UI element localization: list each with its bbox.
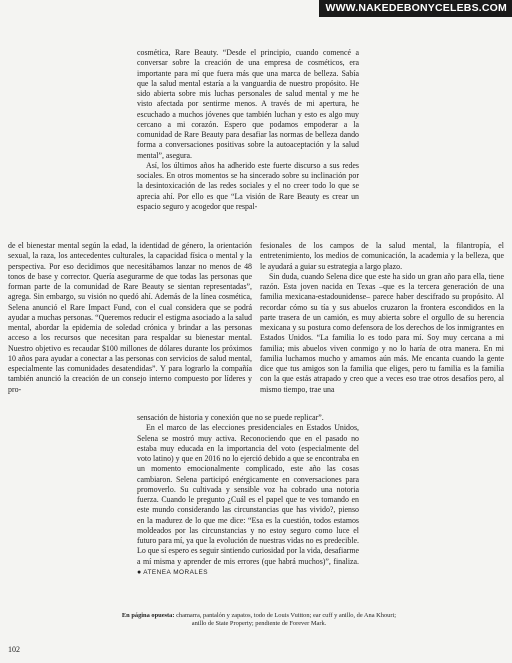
paragraph: sensación de historia y conexión que no se puede replicar”. <box>137 413 324 422</box>
article-column-right <box>260 241 504 395</box>
article-column-top <box>137 48 359 212</box>
paragraph <box>137 423 359 578</box>
paragraph: Así, los últimos años ha adherido este fuerte discurso a sus redes sociales. En otros momentos se ha sincerado sobre su inclinación por la desintoxicación de las redes sociales y el no creer todo lo que se aprecia ahí. Por ello es que “La visión de Rare Beauty es crear un espacio seguro y acogedor que respal- <box>137 160 359 211</box>
author-byline: ATENEA MORALES <box>143 568 208 576</box>
caption-text: chamarra, pantalón y zapatos, todo de Louis Vuitton; ear cuff y anillo, de Ana Khouri; anillo de State Property; pendiente de Forever Mark. <box>174 612 397 628</box>
paragraph-text: En el marco de las elecciones presidenciales en Estados Unidos, Selena se mostró muy activa. Reconociendo que en el pasado no estaba muy educada en la importancia del voto (especialmente del voto latino) y que en 2016 no lo ejerció debido a que se encontraba en un momento emocionalmente complicado, este año las cosas cambiaron. Selena participó enérgicamente en conversaciones para promoverlo. Su cultivada y sensible voz ha cobrado una notoria fuerza. Cuando le pregunto ¿Cuál es el papel que te ves tomando en este mundo considerando las circunstancias que has vivido?, pienso en la madurez de lo que me dice: “Esa es la cuestión, todos estamos moldeados por las circunstancias y no estoy seguro como luce el futuro para mí, ya que la evolución de nuestras vidas no es predecible. Lo que sí espero es seguir sintiendo curiosidad por la vida, desafiarme a mí misma y aprender de mis errores (que habrá muchos)”, finaliza. <box>137 423 359 566</box>
caption-label: En página opuesta: <box>121 612 175 619</box>
byline-bullet-icon: ● <box>137 567 142 576</box>
paragraph: Sin duda, cuando Selena dice que este ha sido un gran año para ella, tiene razón. Esta joven nacida en Texas –que es la tercera generación de una familia mexicana-estadounidense– parece haber descifrado su propósito. Al recordar cómo su tía y sus abuelos cruzaron la frontera escondidos en la parte trasera de un camión, es muy abierta sobre el orgullo de su herencia mexicana y su postura como defensora de los derechos de los inmigrantes en Estados Unidos. “La familia lo es todo para mí. Soy muy cercana a mi familia; mis abuelos viven conmigo y no lo haría de otra manera. En mi familia luchamos mucho y amamos aún más. Me encanta cuando la gente dice que tus amigos son la familia que eliges, pero tu familia es la familia con la que estás atrapado y creo que a veces eso trae otros desafíos pero, al mismo tiempo, trae una <box>260 271 504 394</box>
site-watermark: WWW.NAKEDEBONYCELEBS.COM <box>319 0 512 17</box>
page-number: 102 <box>8 645 20 654</box>
article-column-left <box>8 241 252 395</box>
photo-caption <box>119 612 399 628</box>
paragraph: cosmética, Rare Beauty. “Desde el principio, cuando comencé a conversar sobre la creación de una empresa de cosméticos, era importante para mí que fuera más que una marca de belleza. Sabía que la salud mental estaría a la vanguardia de nuestro propósito. He sido abierta sobre mis luchas personales de salud mental y me he visto afectada por sentirme menos. A través de mi apertura, he escuchado a muchos jóvenes que también luchan y esto es algo muy cercano a mi corazón. Espero que podamos empoderar a la comunidad de Rare Beauty para desafiar las normas de belleza dando forma a conversaciones positivas sobre la autoaceptación y la salud mental”, asegura. <box>137 48 359 160</box>
paragraph: de el bienestar mental según la edad, la identidad de género, la orientación sexual, la raza, los antecedentes culturales, la capacidad física o mental y la perspectiva. Por eso decidimos que necesitábamos lanzar no menos de 48 tonos de base y corrector. Quería asegurarme de que todas las personas que forman parte de la comunidad de Rare Beauty se sientan representadas”, agrega. Sin embargo, su visión no quedó ahí. Además de la línea cosmética, Selena anunció el Rare Impact Fund, con el cual considera que se podrá ayudar a muchas personas. “Queremos reducir el estigma asociado a la salud mental, abordar la epidemia de soledad crónica y brindar a las personas acceso a los recursos que necesitan para respaldar su bienestar mental. Nuestro objetivo es recaudar $100 millones de dólares durante los próximos 10 años para ayudar a conectar a las personas con servicios de salud mental, especialmente las comunidades desatendidas”. Y para lograrlo la compañía también anunció la creación de un consejo interno compuesto por líderes y pro- <box>8 241 252 394</box>
article-column-bottom <box>137 413 359 578</box>
paragraph: fesionales de los campos de la salud mental, la filantropía, el entretenimiento, los medios de comunicación, la academia y la belleza, que le ayudará a guiar su estrategia a largo plazo. <box>260 241 504 271</box>
